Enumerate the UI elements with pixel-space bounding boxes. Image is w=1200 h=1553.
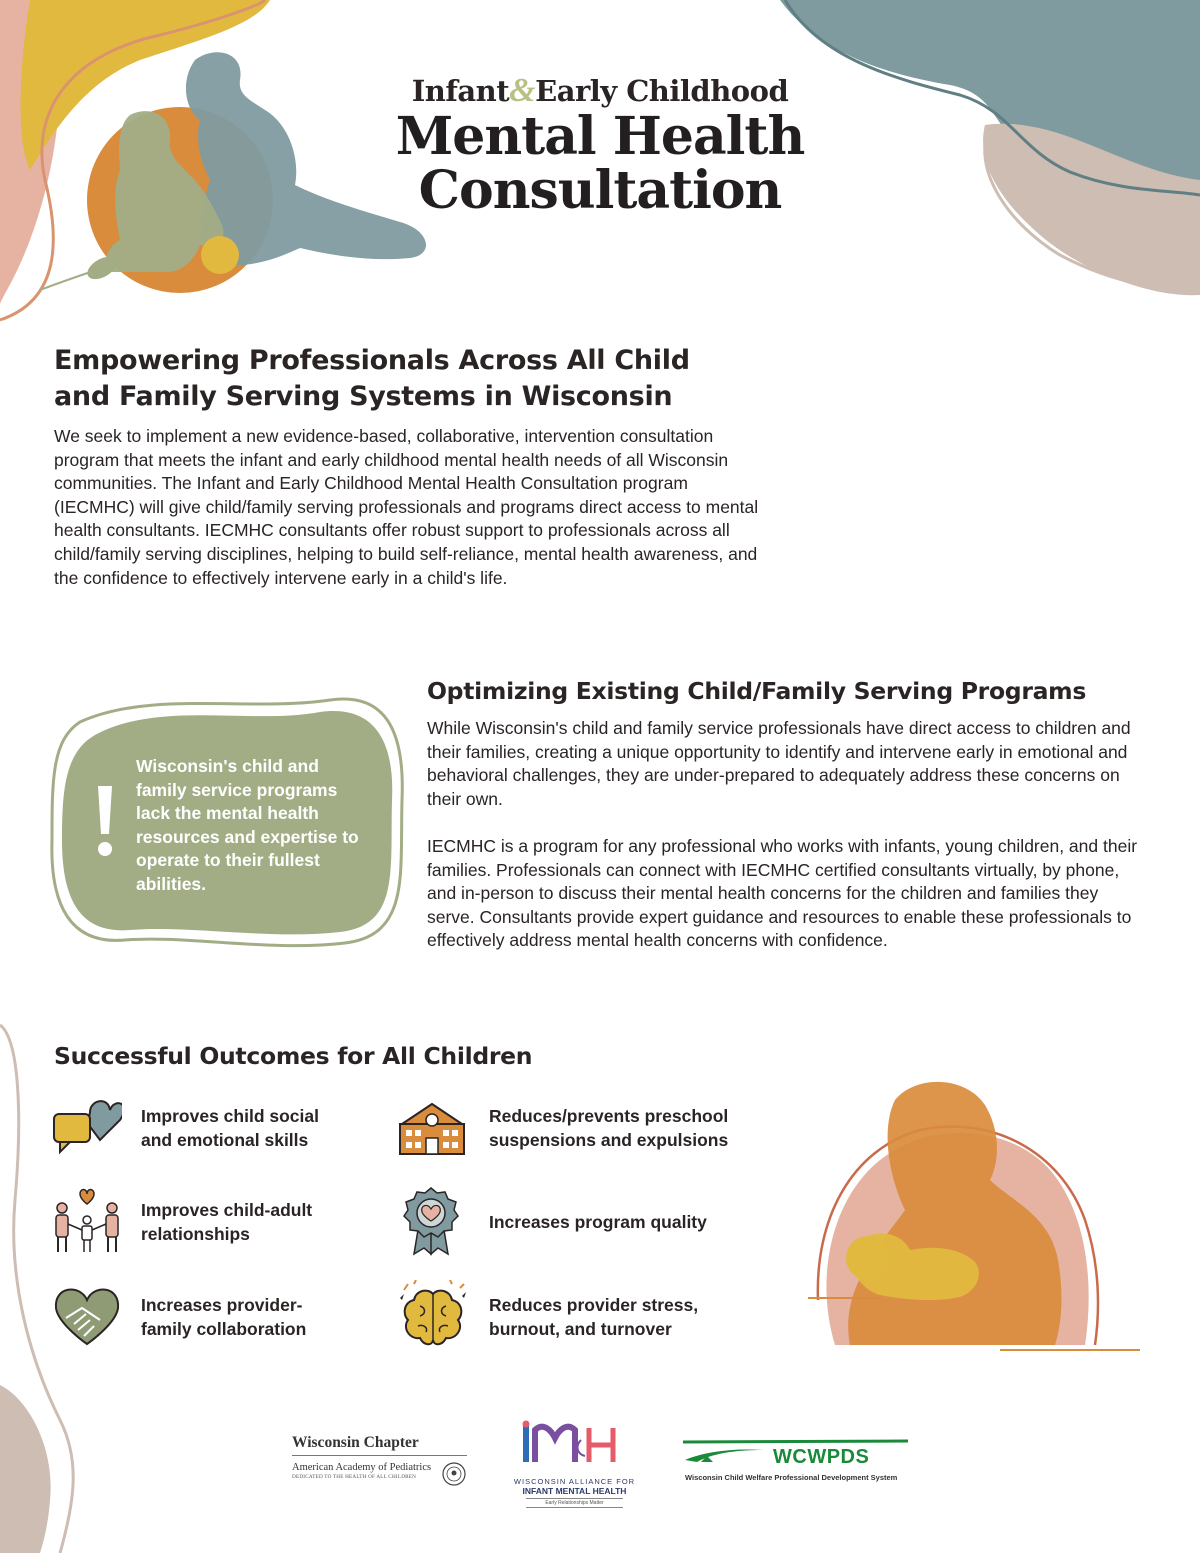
- outcome-2-line-1: Improves child-adult: [141, 1200, 313, 1220]
- outcome-1-line-1: Improves child social: [141, 1106, 319, 1126]
- outcomes-heading: Successful Outcomes for All Children: [54, 1042, 533, 1070]
- wai-imh-mark-icon: [515, 1420, 635, 1470]
- badge-heart-icon: [402, 1186, 460, 1256]
- handshake-heart-icon: [52, 1284, 122, 1348]
- outcome-3-line-1: Increases provider-: [141, 1295, 303, 1315]
- outcome-item-4: [489, 1105, 728, 1152]
- wai-line-1: WISCONSIN ALLIANCE FOR: [513, 1477, 636, 1486]
- title-infant: Infant: [411, 74, 510, 108]
- outcome-4-line-1: Reduces/prevents preschool: [489, 1106, 729, 1126]
- wai-line-3: Early Relationships Matter: [526, 1498, 623, 1508]
- exclamation-icon: [93, 786, 117, 858]
- empower-body: We seek to implement a new evidence-based, collaborative, intervention consultation program that meets the infant and early childhood mental health needs of all Wisconsin communities. The Infant and Early Childhood Mental Health Consultation program (IECMHC) will give child/family serving professionals and programs direct access to mental health consultants. IECMHC consultants offer robust support to professionals across all child/family serving disciplines, helping to build self-reliance, mental health awareness, and the confidence to effectively intervene early in a child's life.: [54, 426, 759, 588]
- outcome-item-3: [141, 1294, 306, 1341]
- ball: [201, 236, 239, 274]
- outcome-6-line-2: burnout, and turnover: [489, 1318, 672, 1339]
- optimize-paragraph-1: While Wisconsin's child and family service professionals have direct access to children and their families, creating a unique opportunity to identify and intervene early in emotional and behavioral challenges, they are under-prepared to adequately address these concerns on their own.: [427, 718, 1131, 809]
- speech-heart-icon: [52, 1098, 122, 1156]
- title-ampersand: &: [509, 72, 536, 109]
- family-icon: [52, 1186, 122, 1256]
- brain-stress-icon: [398, 1280, 468, 1350]
- outcome-4-line-2: suspensions and expulsions: [489, 1129, 729, 1150]
- wai-imh-logo: [512, 1420, 637, 1508]
- aap-logo-subtitle: American Academy of Pediatrics: [292, 1462, 432, 1473]
- outcome-1-line-2: and emotional skills: [141, 1129, 309, 1150]
- empower-heading-line-2: and Family Serving Systems in Wisconsin: [54, 381, 673, 412]
- title-line-2: Mental Health: [395, 106, 805, 167]
- outcome-item-6: [489, 1294, 698, 1341]
- empower-heading-line-1: Empowering Professionals Across All Child: [54, 345, 690, 376]
- outcome-5-line-1: Increases program quality: [489, 1212, 707, 1232]
- outcome-3-line-2: family collaboration: [141, 1318, 307, 1339]
- wcwpds-subtitle: Wisconsin Child Welfare Professional Development System: [685, 1473, 898, 1482]
- taupe-blob-bottom-left: [0, 1385, 51, 1553]
- aap-logo: [292, 1434, 467, 1480]
- outcome-item-1: [141, 1105, 319, 1152]
- aap-logo-tagline: DEDICATED TO THE HEALTH OF ALL CHILDREN: [292, 1474, 417, 1480]
- document-title: [380, 72, 820, 221]
- aap-seal-icon: [442, 1462, 466, 1486]
- school-building-icon: [396, 1100, 468, 1156]
- wcwpds-name: WCWPDS: [773, 1446, 870, 1468]
- title-line-1: [380, 72, 820, 110]
- outcome-item-5: [489, 1211, 707, 1235]
- outcome-item-2: [141, 1199, 312, 1246]
- empower-heading: [54, 343, 754, 415]
- optimize-heading: Optimizing Existing Child/Family Serving Programs: [427, 677, 1087, 705]
- aap-logo-title: Wisconsin Chapter: [292, 1434, 467, 1456]
- title-early-childhood: Early Childhood: [535, 74, 789, 108]
- title-line-3: Consultation: [418, 160, 782, 221]
- callout-text: Wisconsin's child and family service programs lack the mental health resources and expertise to operate to their fullest abilities.: [136, 756, 359, 894]
- wai-line-2: INFANT MENTAL HEALTH: [522, 1486, 627, 1496]
- optimize-paragraph-2: IECMHC is a program for any professional who works with infants, young children, and their families. Professionals can connect with IECMHC certified consultants virtually, by phone, and in-person to discuss their mental health concerns for the children and families they serve. Consultants provide expert guidance and resources to enable these professionals to effectively address mental health concerns with confidence.: [427, 836, 1138, 951]
- outcome-2-line-2: relationships: [141, 1223, 250, 1244]
- outcome-6-line-1: Reduces provider stress,: [489, 1295, 699, 1315]
